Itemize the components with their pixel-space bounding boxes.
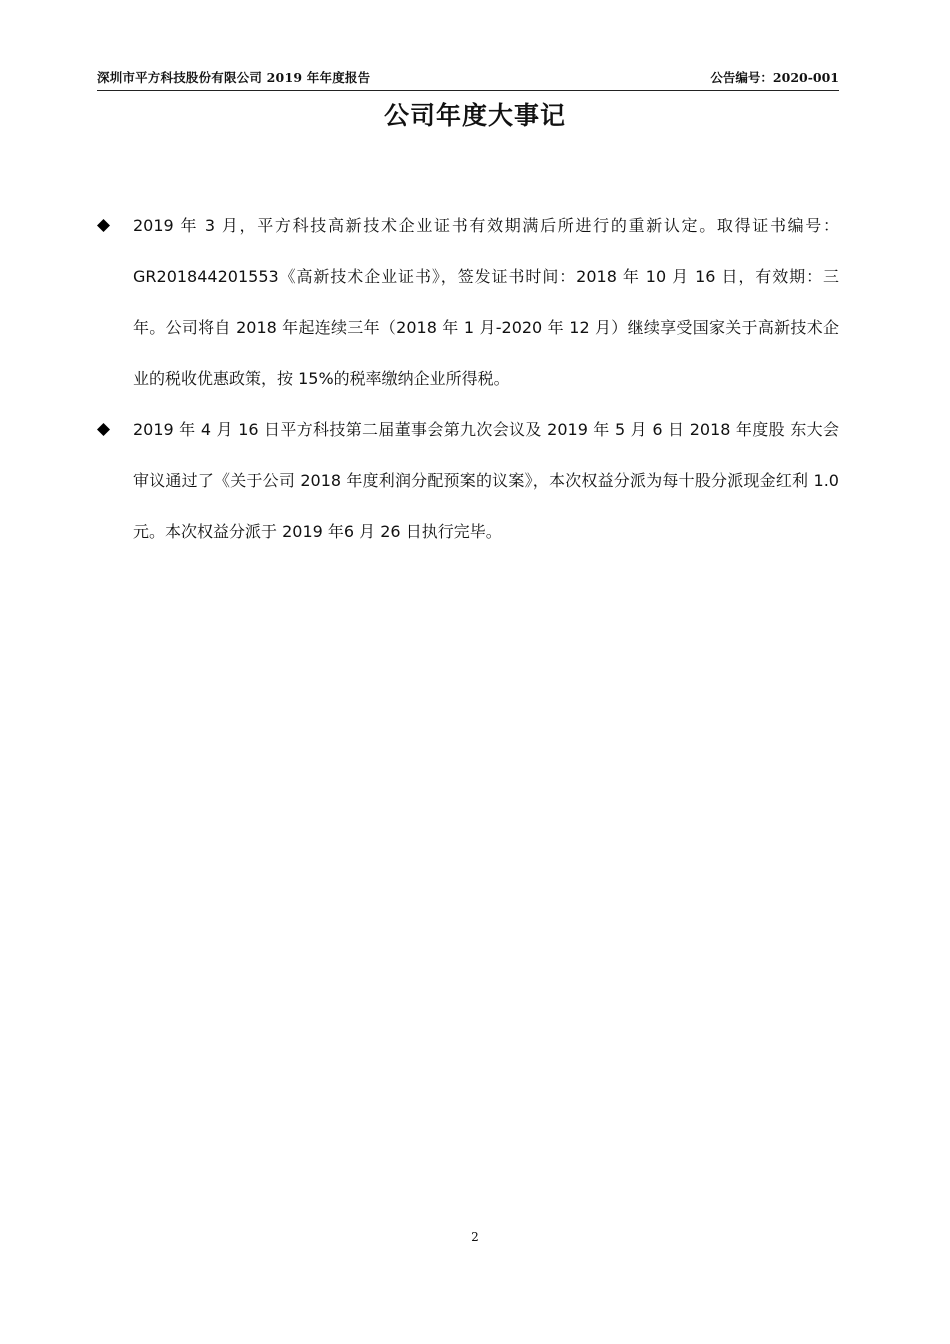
event-text: 2019 年 3 月，平方科技高新技术企业证书有效期满后所进行的重新认定。取得证书编号：GR201844201553《高新技术企业证书》，签发证书时间：2018 年 10 月 16 日，有效期：三年。公司将自 2018 年起连续三年（2018 年 1 月-2020 年 12 月）继续享受国家关于高新技术企业的税收优惠政策，按 15%的税率缴纳企业所得税。 [133, 216, 839, 388]
diamond-bullet-icon [97, 219, 110, 232]
event-item [97, 200, 839, 404]
page-title: 公司年度大事记 [383, 101, 566, 130]
header-report-title: 深圳市平方科技股份有限公司 2019 年年度报告 [97, 70, 371, 85]
event-item [97, 404, 839, 557]
event-list [97, 200, 839, 557]
diamond-bullet-icon [97, 423, 110, 436]
event-text: 2019 年 4 月 16 日平方科技第二届董事会第九次会议及 2019 年 5 月 6 日 2018 年度股 东大会审议通过了《关于公司 2018 年度利润分配预案的议案》，本次权益分派为每十股分派现金红利 1.0 元。本次权益分派于 2019 年6 月 26 日执行完毕。 [133, 420, 839, 541]
header-announcement-number: 公告编号：2020-001 [710, 70, 839, 85]
page-header [97, 68, 839, 91]
page-number: 2 [471, 1230, 479, 1244]
